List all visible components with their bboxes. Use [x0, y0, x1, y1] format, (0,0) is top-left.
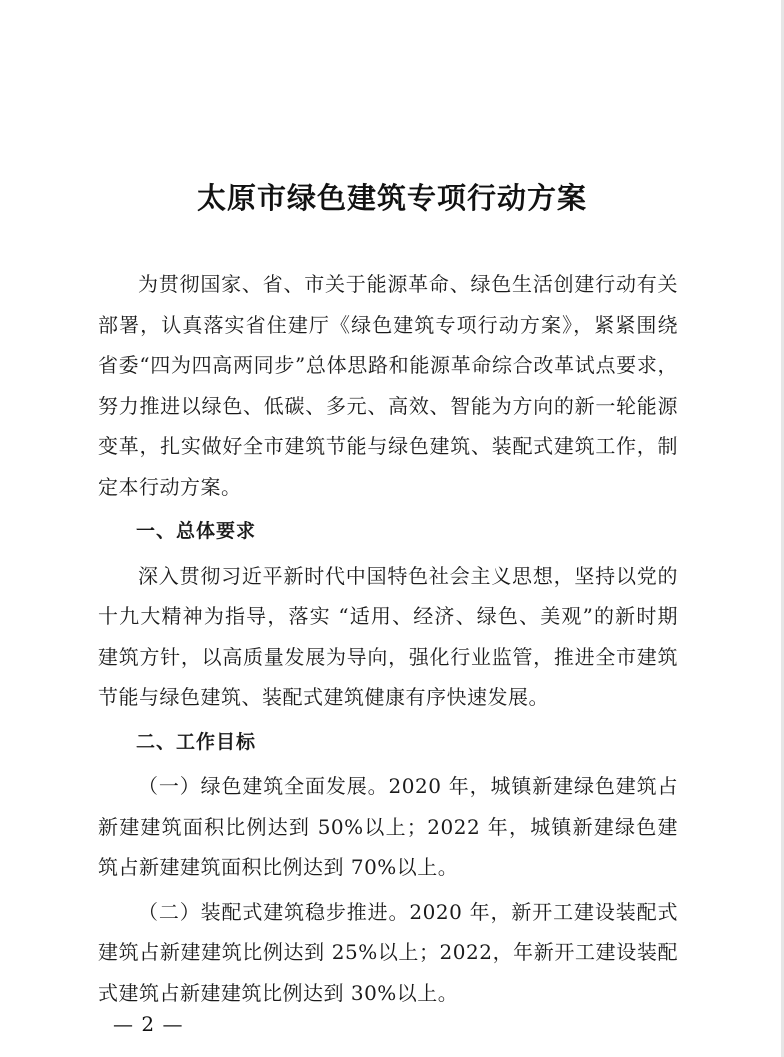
document-body: [98, 264, 678, 1013]
page-number: — 2 —: [113, 1012, 184, 1036]
section-heading-work-goals: 二、工作目标: [136, 730, 257, 753]
section-paragraph: （二）装配式建筑稳步推进。2020 年，新开工建设装配式建筑占新建建筑比例达到 25%以上；2022，年新开工建设装配式建筑占新建建筑比例达到 30%以上。: [98, 899, 678, 1005]
section-paragraph: 深入贯彻习近平新时代中国特色社会主义思想，坚持以党的十九大精神为指导，落实 “适用、经济、绿色、美观”的新时期建筑方针，以高质量发展为导向，强化行业监管，推进全市建筑节能与绿色建筑、装配式建筑健康有序快速发展。: [98, 563, 678, 709]
section-paragraph: （一）绿色建筑全面发展。2020 年，城镇新建绿色建筑占新建建筑面积比例达到 50%以上；2022 年，城镇新建绿色建筑占新建建筑面积比例达到 70%以上。: [98, 774, 678, 879]
document-title: 太原市绿色建筑专项行动方案: [196, 181, 587, 215]
section-heading-general-requirements: 一、总体要求: [136, 520, 257, 542]
intro-paragraph: 为贯彻国家、省、市关于能源革命、绿色生活创建行动有关部署，认真落实省住建厅《绿色建筑专项行动方案》，紧紧围绕省委“四为四高两同步”总体思路和能源革命综合改革试点要求，努力推进以绿色、低碳、多元、高效、智能为方向的新一轮能源变革，扎实做好全市建筑节能与绿色建筑、装配式建筑工作，制定本行动方案。: [98, 272, 678, 499]
